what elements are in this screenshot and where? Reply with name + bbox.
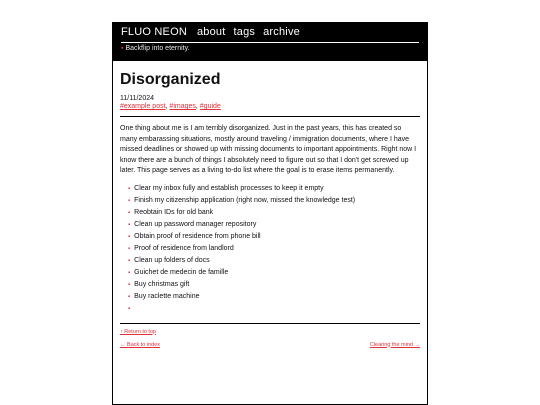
post-date: 11/11/2024 — [120, 95, 154, 102]
list-item-text: Buy christmas gift — [134, 280, 190, 288]
nav-tags[interactable]: tags — [233, 26, 256, 38]
list-item-text: Reobtain IDs for old bank — [134, 208, 214, 216]
list-item-text: Obtain proof of residence from phone bill — [134, 232, 261, 240]
list-item-text: Buy raclette machine — [134, 292, 200, 300]
bullet-icon: ▪ — [128, 269, 131, 276]
list-item — [128, 219, 420, 231]
bullet-icon: ▪ — [128, 245, 131, 252]
footer-divider — [120, 323, 420, 324]
list-item-text: Clean up folders of docs — [134, 256, 210, 264]
tagline-bullet-icon: ▪ — [121, 45, 124, 52]
bullet-icon: ▪ — [128, 293, 131, 300]
nav-divider — [121, 42, 419, 43]
tag-link[interactable]: #guide — [199, 103, 221, 110]
list-item — [128, 231, 420, 243]
list-item-text: Clear my inbox fully and establish processes to keep it empty — [134, 184, 324, 192]
nav-about[interactable]: about — [196, 26, 226, 38]
list-item-text: Clean up password manager repository — [134, 220, 257, 228]
list-item-text: Finish my citizenship application (right now, missed the knowledge test) — [134, 196, 356, 204]
bullet-icon: ▪ — [128, 197, 131, 204]
bullet-icon: ▪ — [128, 185, 131, 192]
bullet-icon: ▪ — [128, 209, 131, 216]
bullet-icon: ▪ — [128, 281, 131, 288]
list-item — [128, 279, 420, 291]
list-item — [128, 183, 420, 195]
list-item-text: Proof of residence from landlord — [134, 244, 234, 252]
list-item-text: Guichet de medecin de famille — [134, 268, 229, 276]
next-post-link[interactable]: Clearing the mind → — [369, 341, 420, 348]
list-item — [128, 255, 420, 267]
back-to-index-link[interactable]: ← Back to index — [120, 341, 161, 348]
footer — [120, 329, 420, 348]
bullet-icon: ▪ — [128, 305, 131, 312]
nav-archive[interactable]: archive — [263, 26, 300, 38]
list-item — [128, 291, 420, 303]
list-item — [128, 303, 420, 315]
top-nav — [121, 26, 419, 38]
return-to-top-link[interactable]: ↑ Return to top — [120, 328, 157, 335]
list-item — [128, 243, 420, 255]
header-divider — [120, 116, 420, 117]
bullet-icon: ▪ — [128, 257, 131, 264]
tag-separator: , — [195, 103, 200, 110]
tag-separator: , — [165, 103, 170, 110]
page-frame — [112, 22, 428, 405]
list-item — [128, 207, 420, 219]
bullet-icon: ▪ — [128, 221, 131, 228]
footer-nav — [120, 342, 420, 348]
site-header — [113, 23, 427, 61]
post-tags — [120, 103, 420, 110]
post-body: One thing about me is I am terribly disorganized. Just in the past years, this has created so many embarassing situations, mostly around traveling / immigration documents, where I have missed deadlines or showed up with missing documents to important appointments. Right now I know there are a bunch of things I absolutely need to figure out so that I don't get screwed up later. This page serves as a living to-do list where the goal is to erase items permanently. — [120, 125, 417, 174]
list-item — [128, 195, 420, 207]
main-content — [113, 61, 427, 348]
bullet-icon: ▪ — [128, 233, 131, 240]
tagline — [121, 45, 419, 52]
post-title: Disorganized — [120, 71, 221, 88]
tag-link[interactable]: #example post — [120, 103, 166, 110]
tagline-text: Backflip into eternity. — [125, 45, 190, 52]
brand-link[interactable]: FLUO NEON — [121, 26, 187, 38]
todo-list — [128, 183, 420, 315]
tag-link[interactable]: #images — [169, 103, 196, 110]
list-item — [128, 267, 420, 279]
